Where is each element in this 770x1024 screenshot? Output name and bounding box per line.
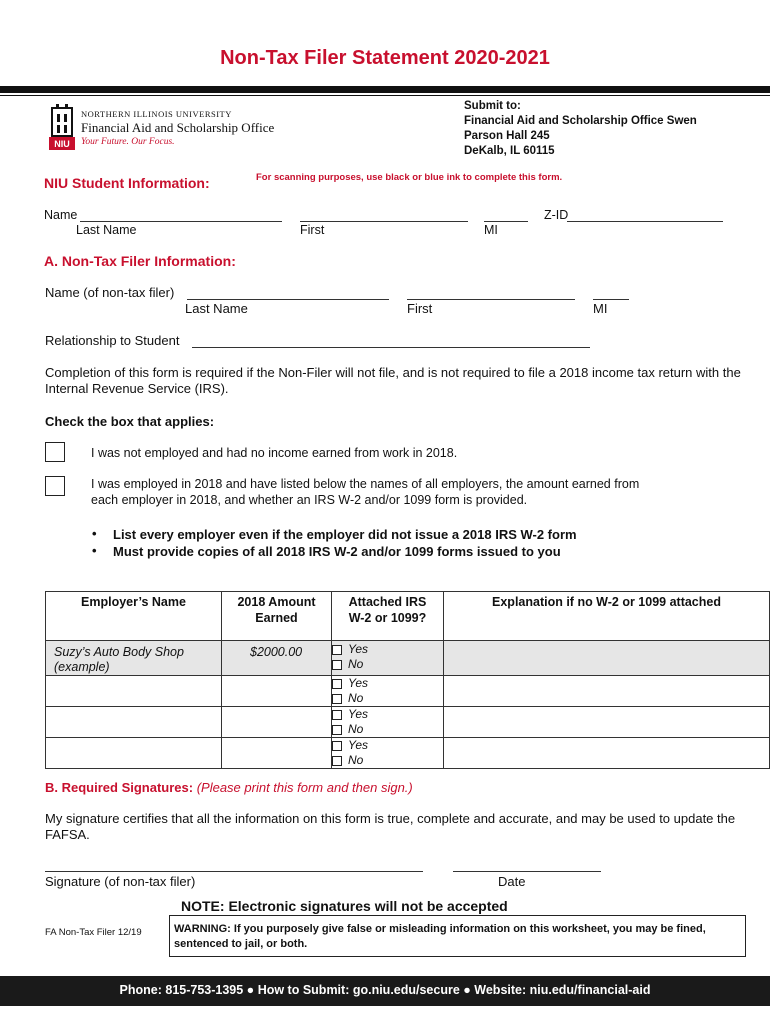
bullet-dot: • [92, 526, 97, 541]
col-explanation: Explanation if no W-2 or 1099 attached [444, 592, 770, 641]
signature-field[interactable] [45, 871, 423, 872]
bullet-dot: • [92, 543, 97, 558]
warning-text: WARNING: If you purposely give false or misleading information on this worksheet, you may be fined, sentenced to jail, or both. [174, 923, 706, 950]
bullet-provide-copies: Must provide copies of all 2018 IRS W-2 and/or 1099 forms issued to you [113, 544, 561, 559]
student-name-label: Name [44, 208, 78, 222]
employer-name-cell[interactable] [46, 676, 222, 707]
filer-first-name-field[interactable] [407, 299, 575, 300]
employed-checkbox[interactable] [45, 476, 65, 496]
table-row [46, 738, 770, 769]
student-mi-field[interactable] [484, 221, 528, 222]
student-last-name-caption: Last Name [76, 223, 137, 237]
amount-cell[interactable] [222, 738, 332, 769]
col-attached-irs: Attached IRS W-2 or 1099? [332, 592, 444, 641]
student-last-name-field[interactable] [80, 221, 282, 222]
example-amount: $2000.00 [222, 641, 332, 676]
section-a-heading: A. Non-Tax Filer Information: [44, 253, 236, 269]
filer-mi-caption: MI [593, 301, 608, 316]
relationship-label: Relationship to Student [45, 333, 180, 348]
footer-contact: Phone: 815-753-1395 ● How to Submit: go.niu.edu/secure ● Website: niu.edu/financial-aid [119, 983, 651, 997]
niu-tower-icon [49, 104, 75, 150]
student-first-caption: First [300, 223, 325, 237]
amount-cell[interactable] [222, 676, 332, 707]
employer-name-cell[interactable] [46, 738, 222, 769]
submit-heading: Submit to: [464, 100, 521, 112]
yes-no-cell: Yes No [332, 707, 444, 738]
logo-university: NORTHERN ILLINOIS UNIVERSITY [81, 109, 232, 119]
option-employed-line2: each employer in 2018, and whether an IRS W-2 and/or 1099 form is provided. [91, 493, 528, 507]
filer-last-name-caption: Last Name [185, 301, 248, 316]
example-employer-name: Suzy’s Auto Body Shop (example) [46, 641, 222, 676]
logo-office: Financial Aid and Scholarship Office [81, 120, 275, 135]
header-rule [0, 86, 770, 93]
no-checkbox[interactable] [332, 756, 342, 766]
header-rule-thin [0, 95, 770, 96]
yes-checkbox[interactable] [332, 710, 342, 720]
electronic-signature-note: NOTE: Electronic signatures will not be accepted [181, 898, 508, 914]
option-employed-line1: I was employed in 2018 and have listed below the names of all employers, the amount earned from [91, 477, 640, 491]
student-mi-caption: MI [484, 223, 498, 237]
non-tax-filer-name-label: Name (of non-tax filer) [45, 285, 175, 300]
col-employer-name: Employer’s Name [46, 592, 222, 641]
no-checkbox[interactable] [332, 660, 342, 670]
col-amount-earned: 2018 Amount Earned [222, 592, 332, 641]
page-title: Non-Tax Filer Statement 2020-2021 [220, 47, 550, 69]
option-not-employed: I was not employed and had no income earned from work in 2018. [91, 446, 458, 460]
date-label: Date [498, 874, 526, 889]
filer-last-name-field[interactable] [187, 299, 389, 300]
completion-text: Completion of this form is required if the Non-Filer will not file, and is not required to file a 2018 income tax return with the Internal Revenue Service (IRS). [45, 365, 741, 396]
yes-checkbox[interactable] [332, 645, 342, 655]
employer-table [45, 591, 770, 769]
no-checkbox[interactable] [332, 725, 342, 735]
zid-label: Z-ID [544, 208, 569, 222]
no-checkbox[interactable] [332, 694, 342, 704]
form-code: FA Non-Tax Filer 12/19 [45, 927, 142, 938]
explanation-cell[interactable] [444, 738, 770, 769]
submit-address [464, 99, 697, 159]
example-yes-no: Yes No [332, 641, 444, 676]
zid-field[interactable] [567, 221, 723, 222]
amount-cell[interactable] [222, 707, 332, 738]
table-row [46, 676, 770, 707]
example-explanation[interactable] [444, 641, 770, 676]
student-info-heading: NIU Student Information: [44, 175, 210, 191]
section-b-heading-wrap [45, 780, 413, 795]
table-row [46, 707, 770, 738]
not-employed-checkbox[interactable] [45, 442, 65, 462]
section-b-note: (Please print this form and then sign.) [196, 780, 413, 795]
date-field[interactable] [453, 871, 601, 872]
employer-name-cell[interactable] [46, 707, 222, 738]
signature-label: Signature (of non-tax filer) [45, 874, 196, 889]
submit-line2: Parson Hall 245 [464, 130, 550, 142]
submit-line1: Financial Aid and Scholarship Office Swen [464, 115, 697, 127]
certify-text: My signature certifies that all the information on this form is true, complete and accurate, and may be used to update the FAFSA. [45, 811, 736, 842]
scan-note: For scanning purposes, use black or blue ink to complete this form. [256, 172, 563, 183]
yes-checkbox[interactable] [332, 741, 342, 751]
filer-mi-field[interactable] [593, 299, 629, 300]
niu-logo [49, 104, 299, 154]
explanation-cell[interactable] [444, 676, 770, 707]
check-heading: Check the box that applies: [45, 414, 215, 429]
student-first-name-field[interactable] [300, 221, 468, 222]
section-b-heading: B. Required Signatures: [45, 780, 194, 795]
logo-badge: NIU [54, 139, 70, 149]
filer-first-caption: First [407, 301, 433, 316]
yes-no-cell: Yes No [332, 676, 444, 707]
submit-line3: DeKalb, IL 60115 [464, 145, 555, 157]
table-header-row [46, 592, 770, 641]
table-row [46, 641, 770, 676]
yes-no-cell: Yes No [332, 738, 444, 769]
explanation-cell[interactable] [444, 707, 770, 738]
yes-checkbox[interactable] [332, 679, 342, 689]
logo-tagline: Your Future. Our Focus. [81, 137, 175, 147]
relationship-field[interactable] [192, 347, 590, 348]
bullet-list-every-employer: List every employer even if the employer did not issue a 2018 IRS W-2 form [113, 527, 577, 542]
